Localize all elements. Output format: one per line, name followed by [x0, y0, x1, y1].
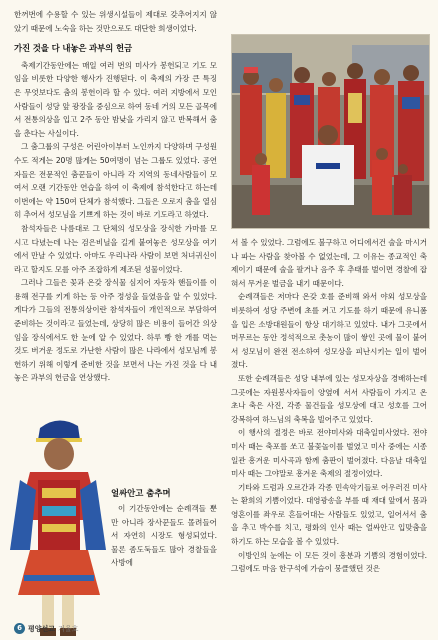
page-number-badge: 6: [14, 623, 25, 634]
issue-label: 겨울호: [58, 624, 79, 633]
boy-text-block: [111, 487, 217, 570]
right-column: [231, 236, 427, 576]
paragraph: 그 춤그룹의 구성은 어린아이부터 노인까지 다양하며 구성원수도 적게는 20명 많게는 50여명이 넘는 그룹도 있었다. 공연자들은 전문적인 춤꾼들이 아니라 각 지역의 동네사람들이 모여서 오랜 기간동안 연습을 하여 이 축제에 참석한다고 하는데 이번에는 약 150여 단체가 참석했다. 그들은 오로지 춤을 열심히 추어서 성모님을 기쁘게 하는 것이 바로 기도라고 하였다.: [14, 142, 217, 220]
festival-group-photo: [231, 34, 430, 229]
paragraph: 이 기간동안에는 순례객들 뿐만 아니라 장사꾼들도 몰려들어서 자연히 시장도 형성되었다. 물론 좀도둑들도 많아 경찰들을 사방에: [111, 504, 217, 568]
paragraph: 기타와 드럼과 오르간과 각종 민속악기들로 어우러진 미사는 환희의 기쁨이었다. 대영광송을 부를 때 재대 앞에서 몸과 영혼이를 좌우로 흔들어대는 사람들도 있었고, 일어서서 춤을 추고 박수를 치고, 평화의 인사 때는 얼싸안고 입맞춤을 하기도 하는 모습을 볼 수 있었다.: [231, 482, 427, 547]
section-heading: 가진 것을 다 내놓은 과부의 헌금: [14, 43, 132, 54]
paragraph: 서 볼 수 있었다. 그럼에도 불구하고 어디에서건 술을 마시거나 파는 사람을 찾아볼 수 없었는데, 그 이유는 종교적인 축제이기 때문에 술을 팔거나 음주 후 추태를 벌이면 경찰에 잡혀서 무거운 벌금을 내기 때문이다.: [231, 238, 427, 288]
magazine-name: 평양선교: [28, 624, 56, 633]
page-footer: [14, 623, 78, 634]
section-heading: 얼싸안고 춤추며: [111, 488, 171, 498]
paragraph: 이방인의 눈에는 이 모든 것이 흥분과 기쁨의 경험이었다. 그럼에도 마음 한구석에 가슴이 뭉클했던 것은: [231, 550, 427, 574]
paragraph: 한꺼번에 수용할 수 있는 위생시설들이 제대로 갖추어지지 않았기 때문에 노숙을 하는 것만으로도 대단한 희생이었다.: [14, 10, 217, 33]
left-column: [14, 8, 217, 385]
paragraph: 순례객들은 저마다 온갖 호를 준비해 와서 야외 성모상을 비롯하여 성당 주변에 초를 켜고 기도를 하기 때문에 유니폼을 입은 소방대원들이 항상 대기하고 있었다. 내가 그곳에서 머무르는 동안 정석적으로 촛농이 많이 쌓인 곳에 물이 붙어서 성모님이 완전 전소하여 성모상을 피난시키는 일이 벌어졌다.: [231, 292, 427, 370]
paragraph: 그러나 그들은 꽃과 온갖 장식물 심지어 자동차 핸들이를 이용해 전구를 키게 하는 등 아주 정성을 들였음을 알 수 있었다. 게다가 그들의 전통의상이란 참석자들이 개인적으로 부담하여 준비하는 것이라고 들었는데, 상당히 많은 비용이 들어간 의상임을 장식에서도 한 눈에 알 수 있었다. 하루 빵 한 개를 먹는 것도 버거운 정도로 가난한 사람이 많은 나라에서 성모님께 봉헌하기 위해 이렇게 준비한 것을 보면서 나는 가진 것을 다 내놓은 과부의 헌금을 연상했다.: [14, 278, 217, 383]
costumed-boy-photo: [0, 410, 116, 640]
paragraph: 또한 순례객들은 성당 내부에 있는 성모자상을 경배하는데 그곳에는 자원봉사자들이 양옆에 서서 사람들이 가지고 온 초나 축은 사진, 각종 물건들을 성모상에 대고 성호를 그어 강복하여 하느님의 축복을 빌어주고 있었다.: [231, 373, 427, 424]
paragraph: 이 행사의 절정은 바로 전야미사와 대축일미사였다. 전야미사 때는 축포를 쏘고 불꽃놀이를 벌였고 미사 중에는 시종일관 흥겨운 미사곡과 함께 춤판이 벌어졌다. 다음날 대축일미사 때는 그야말로 흥겨운 축제의 절정이었다.: [231, 428, 427, 479]
paragraph: 참석자들은 나름대로 그 단체의 성모상을 장식한 가마를 모시고 다녔는데 나는 검은비닐을 길게 붙여놓은 성모상을 여기에서 만날 수 있었다. 아마도 우리나라 사람이 보면 처녀귀신이라고 할지도 모를 아주 조잡하게 제조된 성물이었다.: [14, 223, 217, 274]
paragraph: 축제기간동안에는 매일 여러 번의 미사가 봉헌되고 기도 모임을 비롯한 다양한 행사가 진행된다. 이 축제의 가장 큰 특징은 무엇보다도 춤의 봉헌이라 할 수 있다. 여러 지방에서 모인 사람들이 성당 앞 광장을 중심으로 하여 동네 거의 모든 골목에서 전통의상을 입고 2주 동안 밤낮을 가리지 않고 반복해서 춤을 춘다는 사실이다.: [14, 60, 217, 138]
